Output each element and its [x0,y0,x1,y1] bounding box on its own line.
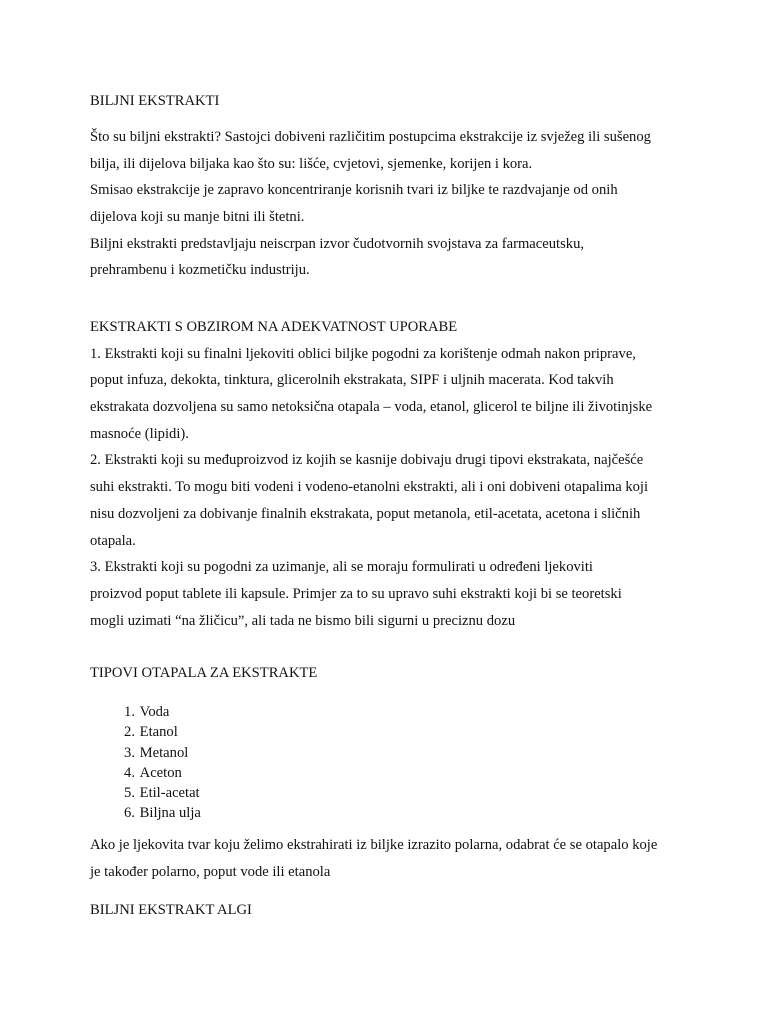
list-label: Etil-acetat [139,785,200,802]
text-line: suhi ekstrakti. To mogu biti vodeni i vodeno-etanolni ekstrakti, ali i oni dobiveni otapalima koji [90,479,649,496]
text-line: 1. Ekstrakti koji su finalni ljekoviti oblici biljke pogodni za korištenje odmah nakon priprave, [90,345,636,362]
text-line: Smisao ekstrakcije je zapravo koncentriranje korisnih tvari iz biljke te razdvajanje od onih [90,182,618,199]
text-line: 3. Ekstrakti koji su pogodni za uzimanje, ali se moraju formulirati u određeni ljekoviti [90,559,593,576]
text-line: je također polarno, poput vode ili etanola [90,863,331,880]
list-number: 5. [124,785,135,802]
text-line: mogli uzimati “na žličicu”, ali tada ne bismo bili sigurni u preciznu dozu [90,612,516,629]
text-line: masnoće (lipidi). [90,425,189,442]
list-label: Biljna ulja [139,805,201,822]
section-heading: TIPOVI OTAPALA ZA EKSTRAKTE [90,665,318,681]
section-heading: BILJNI EKSTRAKT ALGI [90,902,252,918]
list-label: Aceton [139,764,182,781]
text-line: bilja, ili dijelova biljaka kao što su: lišće, cvjetovi, sjemenke, korijen i kora. [90,155,533,172]
intro-paragraph [90,124,690,284]
solvent-list [90,702,690,824]
list-item [90,743,690,763]
text-line: prehrambenu i kozmetičku industriju. [90,262,310,279]
solvent-paragraph [90,832,690,885]
list-item [90,783,690,803]
text-line: dijelova koji su manje bitni ili štetni. [90,209,305,226]
text-line: Ako je ljekovita tvar koju želimo ekstrahirati iz biljke izrazito polarna, odabrat će se otapalo koje [90,837,658,853]
text-line: Što su biljni ekstrakti? Sastojci dobiveni različitim postupcima ekstrakcije iz svježeg ili sušenog [90,129,651,145]
list-item [90,763,690,783]
section-usage [90,314,690,634]
list-number: 6. [124,805,135,822]
text-line: ekstrakata dozvoljena su samo netoksična otapala – voda, etanol, glicerol te biljne ili životinjske [90,399,653,416]
list-item [90,702,690,722]
text-line: 2. Ekstrakti koji su međuproizvod iz kojih se kasnije dobivaju drugi tipovi ekstrakata, najčešće [90,452,644,469]
text-line: nisu dozvoljeni za dobivanje finalnih ekstrakata, poput metanola, etil-acetata, acetona i sličnih [90,505,641,522]
text-line: otapala. [90,532,136,549]
list-number: 1. [124,704,135,720]
list-item [90,803,690,823]
list-number: 3. [124,744,135,761]
list-item [90,722,690,742]
text-line: poput infuza, dekokta, tinktura, glicerolnih ekstrakata, SIPF i uljnih macerata. Kod takvih [90,372,614,389]
list-label: Voda [139,704,170,720]
list-number: 2. [124,724,135,741]
list-number: 4. [124,764,135,781]
list-label: Etanol [139,724,178,741]
section-heading: EKSTRAKTI S OBZIROM NA ADEKVATNOST UPORABE [90,319,458,335]
text-line: proizvod poput tablete ili kapsule. Primjer za to su upravo suhi ekstrakti koji bi se teoretski [90,585,622,602]
text-line: Biljni ekstrakti predstavljaju neiscrpan izvor čudotvornih svojstava za farmaceutsku, [90,235,585,252]
document-title: BILJNI EKSTRAKTI [90,93,220,109]
list-label: Metanol [139,744,189,761]
